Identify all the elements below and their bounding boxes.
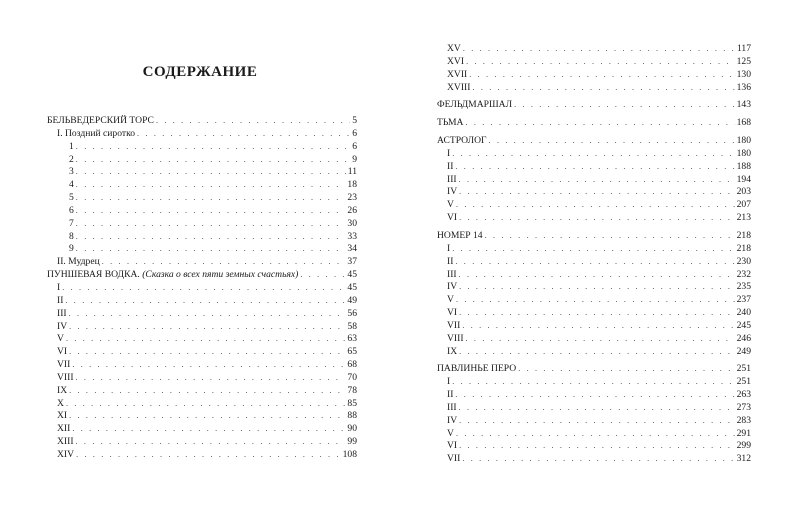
toc-entry-label xyxy=(437,415,457,428)
toc-entry[interactable] xyxy=(47,449,357,462)
dot-leader xyxy=(485,230,735,243)
toc-entry-label xyxy=(437,148,450,161)
toc-entry-page-number: 37 xyxy=(347,256,357,268)
toc-entry-label xyxy=(437,281,457,294)
toc-entry-label xyxy=(47,423,70,436)
toc-entry-label xyxy=(47,295,63,308)
toc-entry-title: ФЕЛЬДМАРШАЛ xyxy=(437,99,513,111)
right-page xyxy=(400,0,800,511)
toc-entry-title: III xyxy=(447,173,457,185)
toc-entry-label xyxy=(437,428,454,441)
dot-leader xyxy=(72,359,345,372)
toc-entry-label xyxy=(47,179,74,192)
dot-leader xyxy=(76,218,346,231)
toc-entry-page-number: 180 xyxy=(736,135,751,147)
toc-entry-page-number: 136 xyxy=(736,81,751,93)
toc-entry[interactable] xyxy=(437,376,751,389)
toc-entry-label xyxy=(437,199,454,212)
toc-entry[interactable] xyxy=(437,256,751,269)
toc-entry-title: II xyxy=(57,294,64,306)
toc-entry[interactable] xyxy=(437,56,751,69)
toc-entry-label xyxy=(47,410,67,423)
dot-leader xyxy=(156,115,350,128)
toc-entry-title: VI xyxy=(57,346,68,358)
toc-entry[interactable] xyxy=(437,415,751,428)
dot-leader xyxy=(462,320,734,333)
dot-leader xyxy=(459,212,734,225)
toc-entry-title: VII xyxy=(447,319,461,331)
toc-entry-page-number: 180 xyxy=(736,147,751,159)
dot-leader xyxy=(72,423,345,436)
toc-entry-page-number: 251 xyxy=(736,363,751,375)
toc-entry[interactable] xyxy=(437,69,751,82)
toc-entry-label xyxy=(437,186,457,199)
toc-entry-page-number: 218 xyxy=(736,229,751,241)
toc-entry-page-number: 9 xyxy=(352,153,357,165)
toc-entry-label xyxy=(437,453,460,466)
toc-entry-label xyxy=(47,231,74,244)
toc-entry[interactable] xyxy=(437,320,751,333)
toc-entry-title: ПАВЛИНЬЕ ПЕРО xyxy=(437,363,517,375)
toc-entry[interactable] xyxy=(437,269,751,282)
toc-entry-title: II xyxy=(447,255,454,267)
toc-entry-page-number: 117 xyxy=(736,43,751,54)
toc-entry-page-number: 5 xyxy=(352,115,357,126)
toc-list-left xyxy=(47,115,357,462)
toc-entry-page-number: 168 xyxy=(736,117,751,129)
dot-leader xyxy=(462,453,734,466)
toc-entry-label xyxy=(437,99,512,112)
toc-entry[interactable] xyxy=(437,212,751,225)
toc-entry[interactable] xyxy=(47,166,357,179)
toc-entry[interactable] xyxy=(437,199,751,212)
toc-entry[interactable] xyxy=(47,385,357,398)
toc-entry-label xyxy=(437,56,464,69)
toc-entry[interactable] xyxy=(47,128,357,141)
toc-entry[interactable] xyxy=(437,363,751,376)
toc-entry-title: VIII xyxy=(447,332,464,344)
dot-leader xyxy=(456,199,735,212)
toc-entry-label xyxy=(47,449,74,462)
toc-entry[interactable] xyxy=(47,359,357,372)
toc-entry-label xyxy=(437,440,457,453)
toc-entry-title: XVI xyxy=(447,55,465,67)
dot-leader xyxy=(455,161,734,174)
dot-leader xyxy=(518,363,734,376)
dot-leader xyxy=(76,449,341,462)
toc-entry-title: VII xyxy=(447,453,461,465)
toc-entry-page-number: 130 xyxy=(736,68,751,80)
toc-entry-page-number: 232 xyxy=(736,268,751,280)
dot-leader xyxy=(465,117,734,130)
toc-entry-page-number: 34 xyxy=(347,243,357,255)
dot-leader xyxy=(76,243,346,256)
toc-entry-page-number: 188 xyxy=(736,160,751,172)
dot-leader xyxy=(69,410,345,423)
toc-entry-label xyxy=(437,82,470,95)
toc-entry-label xyxy=(47,205,74,218)
toc-entry[interactable] xyxy=(47,179,357,192)
dot-leader xyxy=(455,389,734,402)
toc-entry[interactable] xyxy=(47,205,357,218)
toc-entry-page-number: 194 xyxy=(736,173,751,185)
toc-entry-title: VI xyxy=(447,212,458,224)
toc-entry[interactable] xyxy=(437,43,751,56)
toc-entry-page-number: 85 xyxy=(347,397,357,409)
toc-entry-title: XII xyxy=(57,423,71,435)
toc-entry-title: 5 xyxy=(69,192,74,204)
toc-entry-label xyxy=(437,212,457,225)
dot-leader xyxy=(514,99,735,112)
toc-entry-title: I xyxy=(57,281,61,293)
toc-entry-page-number: 78 xyxy=(347,384,357,396)
toc-entry-label xyxy=(47,269,298,282)
dot-leader xyxy=(102,256,346,269)
toc-entry-title: 8 xyxy=(69,230,74,242)
toc-entry-label xyxy=(47,436,74,449)
toc-entry-title: VII xyxy=(57,359,71,371)
dot-leader xyxy=(69,308,346,321)
toc-entry-page-number: 273 xyxy=(736,401,751,413)
dot-leader xyxy=(452,243,734,256)
toc-entry-label xyxy=(437,333,464,346)
toc-entry[interactable] xyxy=(437,333,751,346)
toc-entry-title: V xyxy=(57,333,64,345)
toc-entry-title: ПУНШЕВАЯ ВОДКА. xyxy=(47,269,140,281)
toc-entry-title: I xyxy=(447,242,451,254)
dot-leader xyxy=(137,128,350,141)
dot-leader xyxy=(69,321,345,334)
toc-entry-page-number: 70 xyxy=(347,371,357,383)
toc-entry[interactable] xyxy=(47,308,357,321)
toc-entry-page-number: 33 xyxy=(347,230,357,242)
toc-entry-title: III xyxy=(447,268,457,280)
toc-entry-label xyxy=(437,389,453,402)
toc-entry-subtitle: (Сказка о всех пяти земных счастьях) xyxy=(142,269,299,281)
toc-entry-page-number: 207 xyxy=(736,199,751,211)
toc-entry-title: НОМЕР 14 xyxy=(437,229,483,241)
toc-entry[interactable] xyxy=(47,231,357,244)
toc-entry-label xyxy=(437,256,453,269)
toc-entry[interactable] xyxy=(437,243,751,256)
dot-leader xyxy=(459,415,734,428)
toc-entry-label xyxy=(47,321,67,334)
toc-entry-page-number: 30 xyxy=(347,217,357,229)
toc-entry-page-number: 63 xyxy=(347,333,357,345)
toc-entry-label xyxy=(47,372,74,385)
dot-leader xyxy=(66,333,345,346)
toc-entry-title: VIII xyxy=(57,371,74,383)
toc-entry[interactable] xyxy=(47,398,357,411)
toc-entry-title: БЕЛЬВЕДЕРСКИЙ ТОРС xyxy=(47,115,154,126)
toc-entry[interactable] xyxy=(47,192,357,205)
toc-entry[interactable] xyxy=(47,218,357,231)
toc-entry[interactable] xyxy=(47,346,357,359)
toc-entry-title: III xyxy=(57,307,67,319)
toc-entry-page-number: 56 xyxy=(347,307,357,319)
toc-entry-label xyxy=(437,346,457,359)
toc-entry-title: V xyxy=(447,294,454,306)
dot-leader xyxy=(76,141,350,154)
toc-entry[interactable] xyxy=(437,428,751,441)
toc-entry-page-number: 68 xyxy=(347,359,357,371)
toc-entry-title: ТЬМА xyxy=(437,117,464,129)
dot-leader xyxy=(66,398,345,411)
toc-entry[interactable] xyxy=(47,295,357,308)
toc-entry-label xyxy=(437,376,450,389)
toc-entry[interactable] xyxy=(437,453,751,466)
dot-leader xyxy=(76,231,346,244)
dot-leader xyxy=(69,385,345,398)
toc-entry-title: 2 xyxy=(69,153,74,165)
dot-leader xyxy=(76,154,350,167)
toc-entry-label xyxy=(47,141,74,154)
dot-leader xyxy=(466,56,735,69)
toc-entry-title: IV xyxy=(447,281,458,293)
toc-entry[interactable] xyxy=(437,346,751,359)
toc-entry-label xyxy=(47,256,100,269)
dot-leader xyxy=(65,295,345,308)
toc-entry-label xyxy=(47,218,74,231)
dot-leader xyxy=(452,148,734,161)
toc-entry-label xyxy=(47,308,67,321)
toc-entry-title: 1 xyxy=(69,140,74,152)
toc-entry-title: 9 xyxy=(69,243,74,255)
toc-entry-label xyxy=(437,174,457,187)
toc-entry-page-number: 58 xyxy=(347,320,357,332)
toc-entry-page-number: 291 xyxy=(736,427,751,439)
toc-entry-page-number: 45 xyxy=(347,281,357,293)
toc-entry-page-number: 283 xyxy=(736,414,751,426)
toc-entry-title: XVIII xyxy=(447,81,471,93)
dot-leader xyxy=(459,174,735,187)
dot-leader xyxy=(76,192,346,205)
dot-leader xyxy=(459,440,734,453)
dot-leader xyxy=(459,402,735,415)
toc-entry-title: I xyxy=(447,147,451,159)
toc-entry-title: 6 xyxy=(69,204,74,216)
toc-entry[interactable] xyxy=(437,440,751,453)
toc-entry[interactable] xyxy=(437,281,751,294)
dot-leader xyxy=(300,269,345,282)
dot-leader xyxy=(469,69,734,82)
toc-entry-page-number: 251 xyxy=(736,376,751,388)
toc-entry[interactable] xyxy=(437,294,751,307)
toc-entry-label xyxy=(437,294,454,307)
toc-entry-label xyxy=(437,243,450,256)
toc-entry[interactable] xyxy=(437,117,751,130)
toc-entry-label xyxy=(47,166,74,179)
toc-entry[interactable] xyxy=(437,99,751,112)
toc-entry-page-number: 108 xyxy=(342,448,357,460)
toc-entry[interactable] xyxy=(47,436,357,449)
toc-entry-label xyxy=(47,333,64,346)
dot-leader xyxy=(76,205,346,218)
toc-entry-label xyxy=(437,117,463,130)
toc-entry[interactable] xyxy=(47,423,357,436)
toc-entry-title: IX xyxy=(447,345,458,357)
toc-entry-page-number: 299 xyxy=(736,440,751,452)
toc-entry-label xyxy=(47,192,74,205)
toc-entry-label xyxy=(47,385,67,398)
toc-entry-page-number: 18 xyxy=(347,179,357,191)
toc-entry-page-number: 203 xyxy=(736,186,751,198)
dot-leader xyxy=(76,436,346,449)
toc-entry-label xyxy=(437,161,453,174)
toc-entry[interactable] xyxy=(47,256,357,269)
toc-entry-page-number: 263 xyxy=(736,389,751,401)
toc-entry-page-number: 99 xyxy=(347,436,357,448)
toc-entry-title: IV xyxy=(447,186,458,198)
toc-entry-title: IV xyxy=(447,414,458,426)
toc-entry-label xyxy=(437,363,516,376)
toc-entry-title: I. Поздний сиротко xyxy=(57,127,136,139)
dot-leader xyxy=(76,179,346,192)
toc-entry-page-number: 246 xyxy=(736,332,751,344)
toc-entry[interactable] xyxy=(47,372,357,385)
page-title: СОДЕРЖАНИЕ xyxy=(142,64,258,80)
toc-entry-page-number: 125 xyxy=(736,55,751,67)
toc-entry-label xyxy=(47,282,60,295)
toc-list-right xyxy=(437,43,751,466)
dot-leader xyxy=(76,372,346,385)
toc-entry-title: III xyxy=(447,401,457,413)
toc-entry[interactable] xyxy=(47,269,357,282)
toc-entry-label xyxy=(47,398,64,411)
toc-entry[interactable] xyxy=(437,82,751,95)
toc-entry-title: XVII xyxy=(447,68,468,80)
dot-leader xyxy=(466,333,735,346)
toc-entry[interactable] xyxy=(47,333,357,346)
dot-leader xyxy=(455,256,734,269)
toc-entry-label xyxy=(437,230,483,243)
toc-entry-title: XIII xyxy=(57,436,74,448)
dot-leader xyxy=(459,186,734,199)
toc-entry-title: XIV xyxy=(57,448,75,460)
toc-entry-title: XI xyxy=(57,410,68,422)
toc-entry-label xyxy=(47,128,135,141)
toc-entry-label xyxy=(47,346,67,359)
toc-entry[interactable] xyxy=(47,243,357,256)
toc-entry[interactable] xyxy=(437,389,751,402)
toc-entry-page-number: 218 xyxy=(736,242,751,254)
toc-entry[interactable] xyxy=(437,186,751,199)
toc-entry[interactable] xyxy=(437,307,751,320)
toc-entry-label xyxy=(437,69,467,82)
toc-entry-page-number: 237 xyxy=(736,294,751,306)
toc-entry[interactable] xyxy=(437,230,751,243)
toc-entry-page-number: 65 xyxy=(347,346,357,358)
toc-entry-page-number: 49 xyxy=(347,294,357,306)
toc-entry-title: VI xyxy=(447,440,458,452)
toc-entry-title: АСТРОЛОГ xyxy=(437,135,487,147)
toc-entry-page-number: 23 xyxy=(347,192,357,204)
toc-entry-page-number: 245 xyxy=(736,319,751,331)
toc-entry[interactable] xyxy=(47,115,357,128)
toc-entry-title: VI xyxy=(447,307,458,319)
dot-leader xyxy=(459,346,734,359)
toc-entry-page-number: 88 xyxy=(347,410,357,422)
toc-entry-title: 7 xyxy=(69,217,74,229)
toc-entry-page-number: 143 xyxy=(736,99,751,111)
toc-entry-page-number: 26 xyxy=(347,204,357,216)
toc-entry-title: IX xyxy=(57,384,68,396)
toc-entry-label xyxy=(47,243,74,256)
toc-entry[interactable] xyxy=(437,161,751,174)
toc-entry-page-number: 45 xyxy=(347,269,357,281)
toc-entry-label xyxy=(47,115,154,128)
dot-leader xyxy=(456,294,735,307)
toc-entry-page-number: 90 xyxy=(347,423,357,435)
toc-entry[interactable] xyxy=(437,148,751,161)
toc-entry-title: XV xyxy=(447,43,461,54)
dot-leader xyxy=(62,282,345,295)
toc-entry-label xyxy=(437,135,487,148)
toc-entry-title: 4 xyxy=(69,179,74,191)
toc-entry-label xyxy=(437,402,457,415)
toc-entry[interactable] xyxy=(47,321,357,334)
toc-entry-page-number: 11 xyxy=(347,166,357,178)
dot-leader xyxy=(472,82,734,95)
toc-entry-page-number: 240 xyxy=(736,307,751,319)
toc-entry[interactable] xyxy=(437,135,751,148)
toc-entry-page-number: 6 xyxy=(352,127,357,139)
toc-entry-title: II. Мудрец xyxy=(57,256,100,268)
dot-leader xyxy=(456,428,735,441)
toc-entry-page-number: 230 xyxy=(736,255,751,267)
toc-entry[interactable] xyxy=(47,154,357,167)
toc-entry-title: X xyxy=(57,397,64,409)
toc-entry[interactable] xyxy=(47,282,357,295)
toc-entry-title: I xyxy=(447,376,451,388)
toc-entry-title: II xyxy=(447,389,454,401)
toc-entry-title: 3 xyxy=(69,166,74,178)
toc-entry-label xyxy=(47,359,70,372)
toc-entry[interactable] xyxy=(47,410,357,423)
toc-entry-label xyxy=(437,269,457,282)
toc-entry-label xyxy=(437,320,460,333)
toc-entry-page-number: 235 xyxy=(736,281,751,293)
toc-entry-title: II xyxy=(447,160,454,172)
toc-entry[interactable] xyxy=(437,174,751,187)
dot-leader xyxy=(459,307,734,320)
toc-entry-page-number: 249 xyxy=(736,345,751,357)
dot-leader xyxy=(69,346,345,359)
toc-entry-label xyxy=(437,307,457,320)
dot-leader xyxy=(76,166,346,179)
toc-entry-page-number: 213 xyxy=(736,212,751,224)
toc-entry-title: V xyxy=(447,427,454,439)
dot-leader xyxy=(452,376,734,389)
toc-entry[interactable] xyxy=(437,402,751,415)
toc-entry-title: V xyxy=(447,199,454,211)
toc-entry-label xyxy=(437,43,461,56)
toc-entry-label xyxy=(47,154,74,167)
toc-entry-page-number: 6 xyxy=(352,140,357,152)
dot-leader xyxy=(459,281,734,294)
dot-leader xyxy=(489,135,735,148)
toc-entry[interactable] xyxy=(47,141,357,154)
toc-entry-page-number: 312 xyxy=(736,453,751,465)
toc-entry-title: IV xyxy=(57,320,68,332)
dot-leader xyxy=(459,269,735,282)
dot-leader xyxy=(463,43,735,56)
